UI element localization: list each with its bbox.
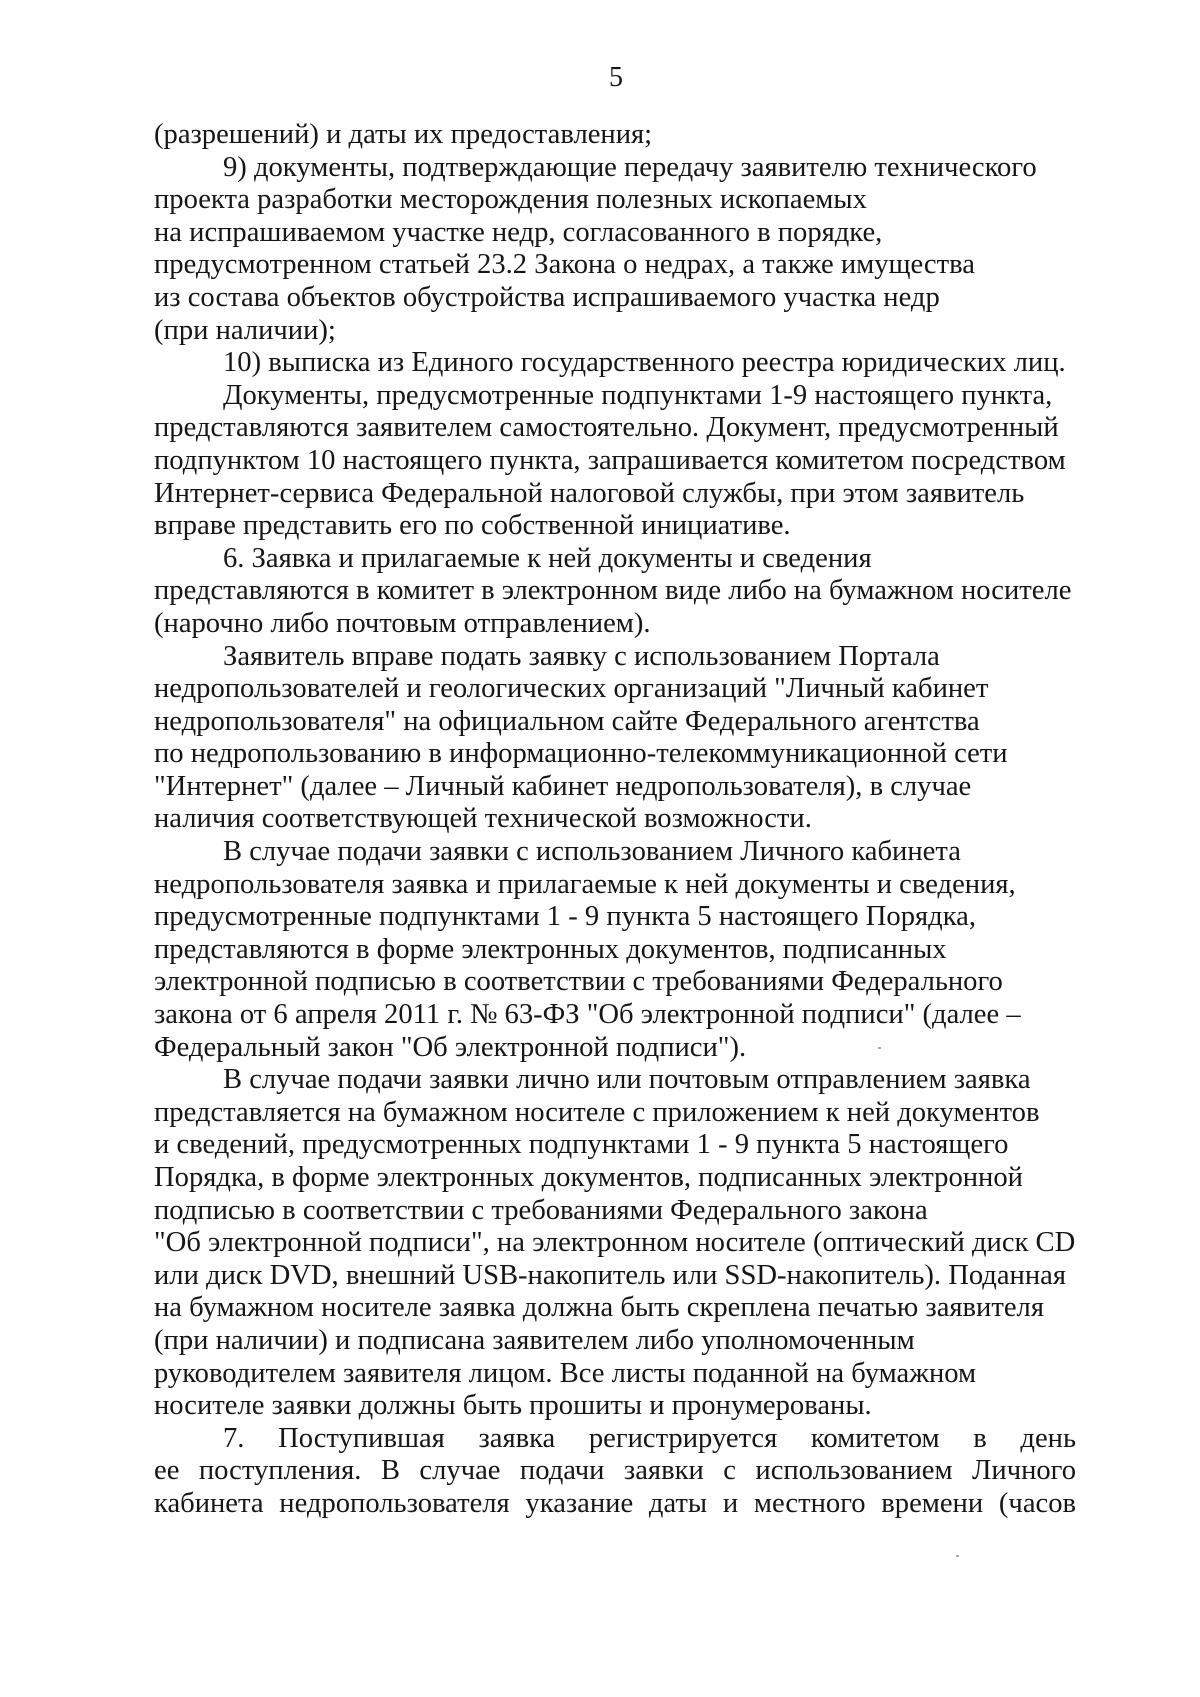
document-body [154, 119, 1076, 1521]
paragraph-clause-6: 6. Заявка и прилагаемые к ней документы и сведения представляются в комитет в электронном виде либо на бумажном носителе (нарочно либо почтовым отправлением). [154, 542, 1072, 639]
page-number: 5 [609, 62, 623, 93]
scan-speck [956, 1555, 959, 1557]
paragraph-clause-7: 7. Поступившая заявка регистрируется комитетом в день ее поступления. В случае подачи заявки с использованием Личного кабинета недропользователя указание даты и местного времени (часов [154, 1422, 1076, 1519]
paragraph-permits-tail: (разрешений) и даты их предоставления; [154, 119, 653, 150]
paragraph-paper-submission: В случае подачи заявки лично или почтовым отправлением заявка представляется на бумажном носителе с приложением к ней документов и сведений, предусмотренных подпунктами 1 - 9 пункта 5 настоящего Порядка, в форме электронных документов, подписанных электронной подписью в соответствии с требованиями Федерального закона "Об электронной подписи", на электронном носителе (оптический диск CD или диск DVD, внешний USB-накопитель или SSD-накопитель). Поданная на бумажном носителе заявка должна быть скреплена печатью заявителя (при наличии) и подписана заявителем либо уполномоченным руководителем заявителя лицом. Все листы поданной на бумажном носителе заявки должны быть прошиты и пронумерованы. [154, 1064, 1076, 1422]
paragraph-electronic-submission: В случае подачи заявки с использованием Личного кабинета недропользователя заявка и прилагаемые к ней документы и сведения, предусмотренные подпунктами 1 - 9 пункта 5 настоящего Порядка, представляются в форме электронных документов, подписанных электронной подписью в соответствии с требованиями Федерального закона от 6 апреля 2011 г. № 63-ФЗ "Об электронной подписи" (далее – Федеральный закон "Об электронной подписи"). [154, 836, 1021, 1063]
scan-speck [878, 1047, 881, 1049]
paragraph-personal-account: Заявитель вправе подать заявку с использованием Портала недропользователей и геологических организаций "Личный кабинет недропользователя" на официальном сайте Федерального агентства по недропользованию в информационно-телекоммуникационной сети "Интернет" (далее – Личный кабинет недропользователя), в случае наличия соответствующей технической возможности. [154, 640, 1008, 835]
paragraph-documents-submission: Документы, предусмотренные подпунктами 1-9 настоящего пункта, представляются заявителем самостоятельно. Документ, предусмотренный подпунктом 10 настоящего пункта, запрашивается комитетом посредством Интернет-сервиса Федеральной налоговой службы, при этом заявитель вправе представить его по собственной инициативе. [154, 379, 1066, 542]
paragraph-item-9: 9) документы, подтверждающие передачу заявителю технического проекта разработки месторождения полезных ископаемых на испрашиваемом участке недр, согласованного в порядке, предусмотренном статьей 23.2 Закона о недрах, а также имущества из состава объектов обустройства испрашиваемого участка недр (при наличии); [154, 151, 1037, 346]
paragraph-item-10: 10) выписка из Единого государственного реестра юридических лиц. [223, 347, 1066, 379]
